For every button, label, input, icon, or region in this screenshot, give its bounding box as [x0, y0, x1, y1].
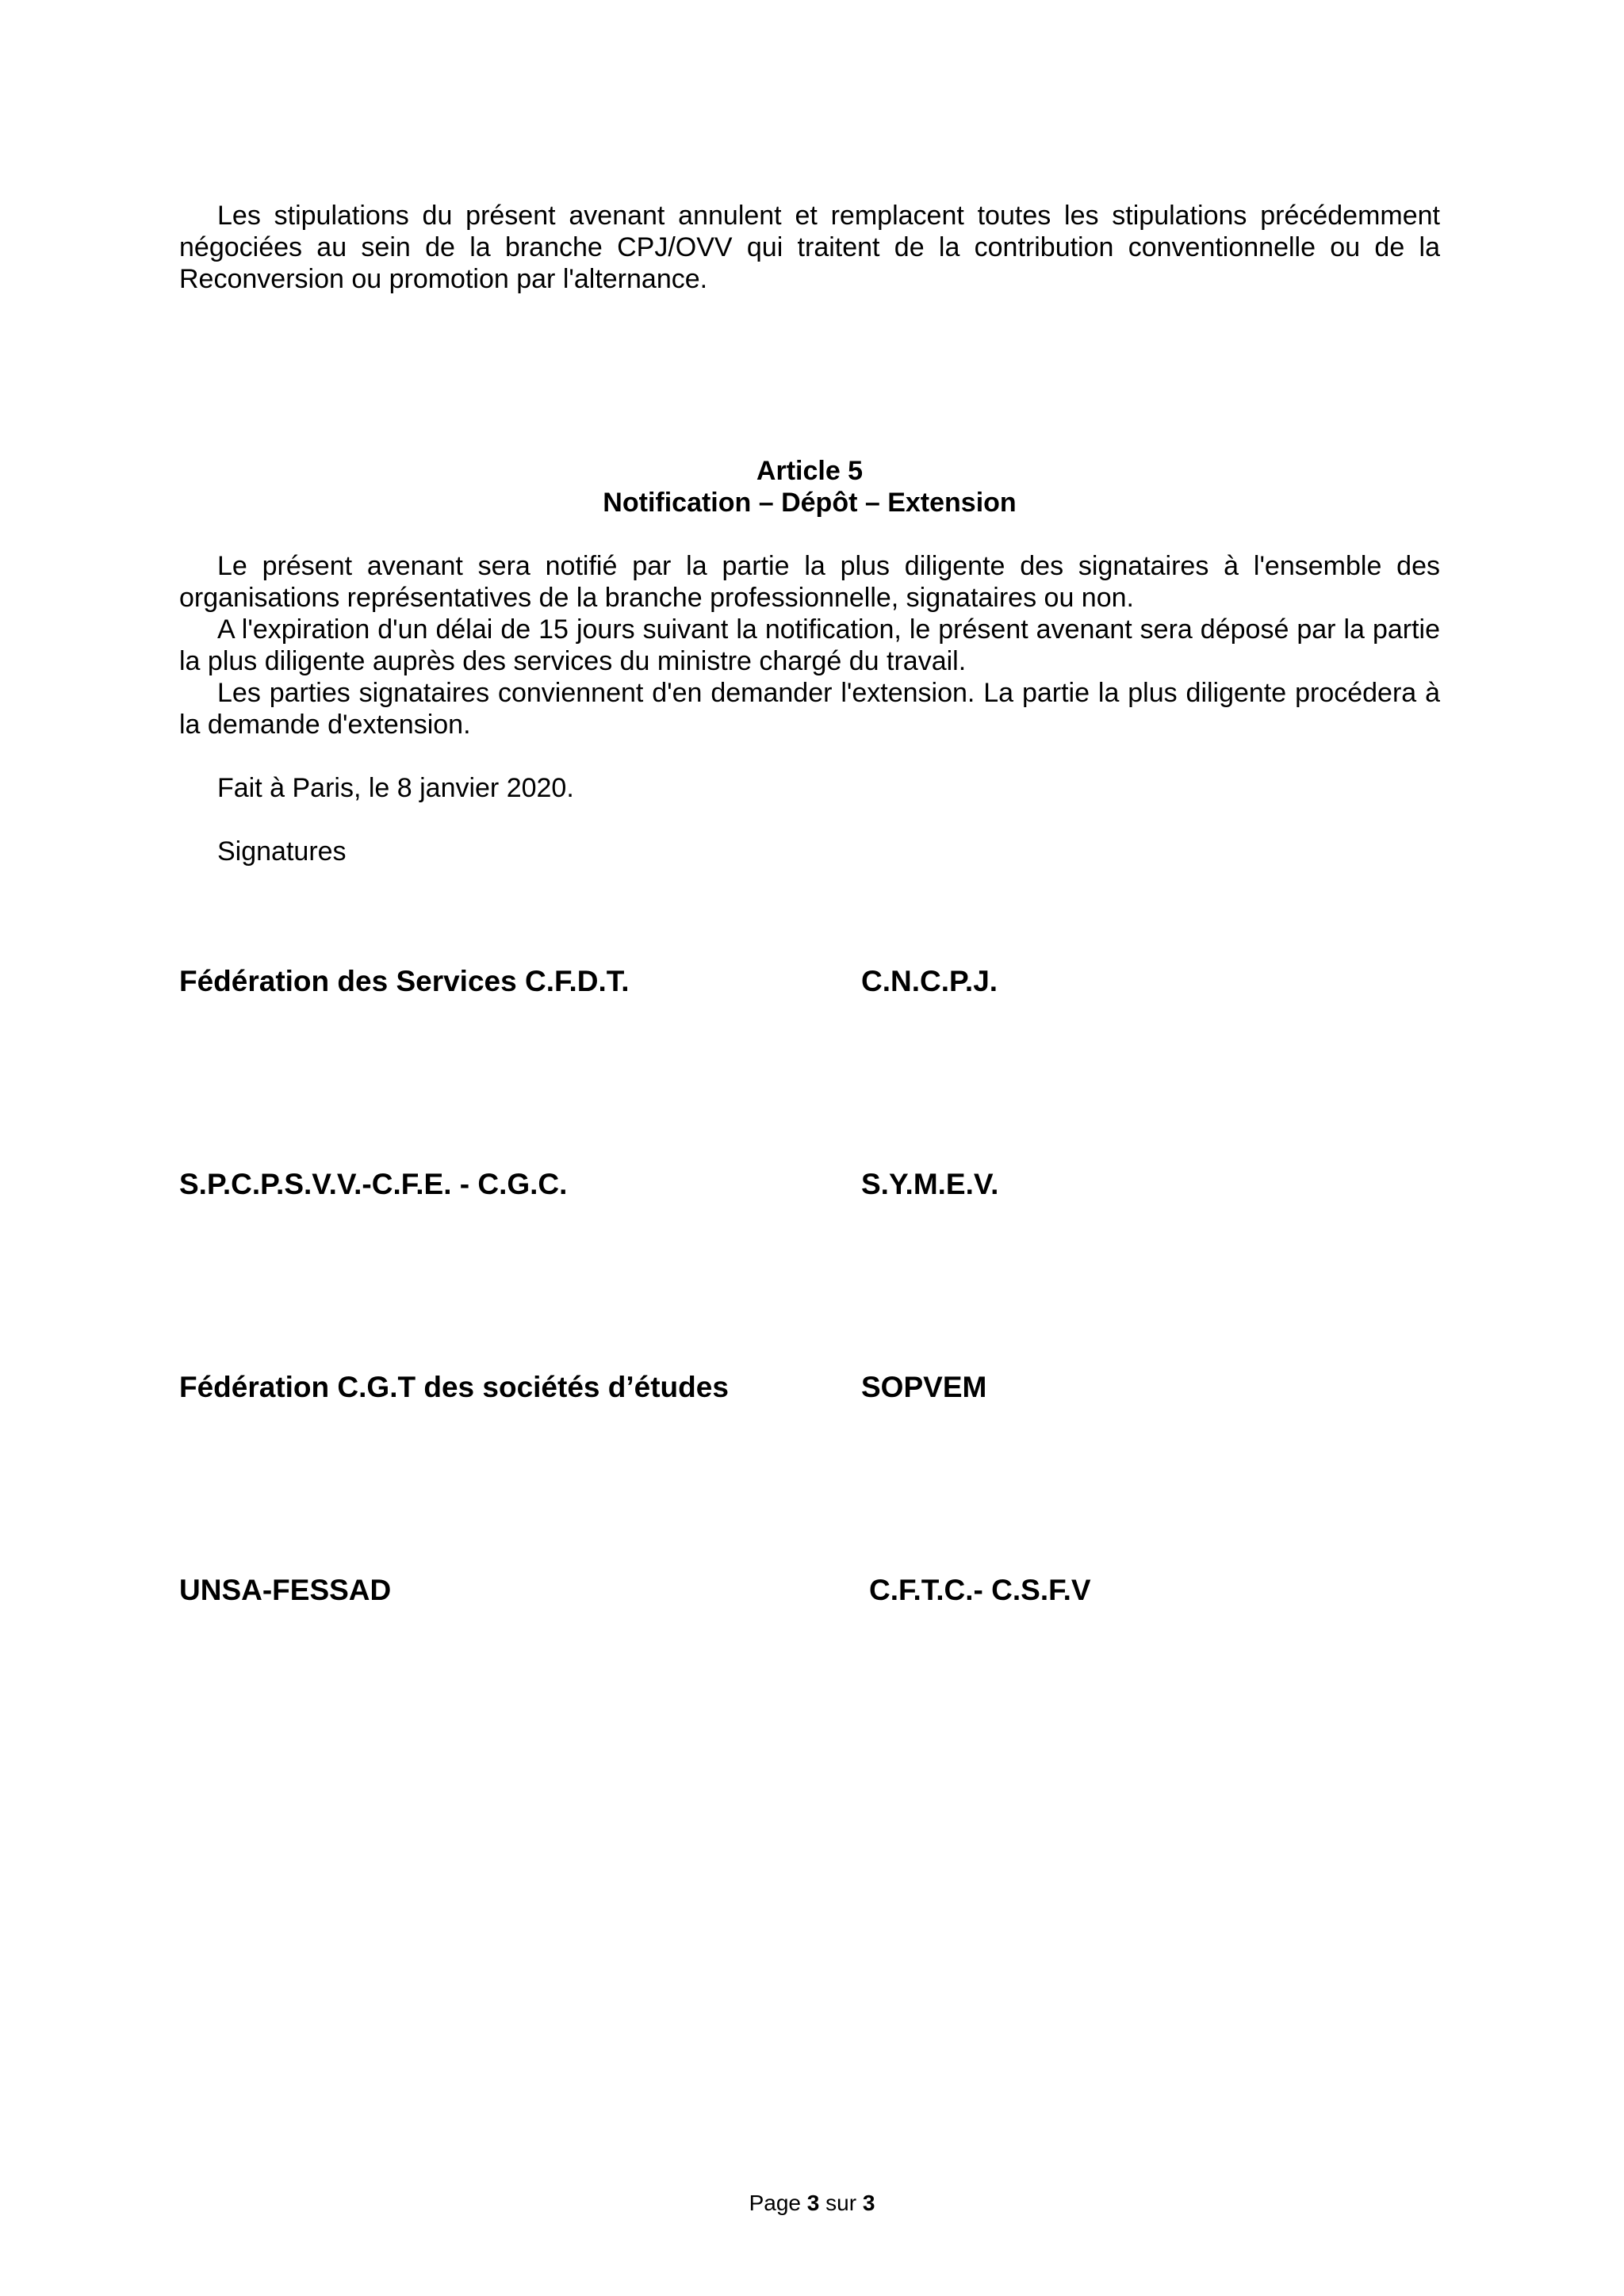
- signatory-right-3: SOPVEM: [861, 1371, 987, 1403]
- article-title: Notification – Dépôt – Extension: [603, 488, 1017, 518]
- signatory-left-2: S.P.C.P.S.V.V.-C.F.E. - C.G.C.: [179, 1168, 568, 1200]
- article-paragraph-3: Les parties signataires conviennent d'en demander l'extension. La partie la plus diligente procédera à la demande d'extension.: [179, 678, 1440, 740]
- signatory-right-4: C.F.T.C.- C.S.F.V: [869, 1574, 1091, 1606]
- article-paragraph-2: A l'expiration d'un délai de 15 jours suivant la notification, le présent avenant sera déposé par la partie la plus diligente auprès des services du ministre chargé du travail.: [179, 614, 1440, 676]
- footer-total-pages: 3: [862, 2191, 875, 2215]
- signatory-left-1: Fédération des Services C.F.D.T.: [179, 965, 630, 997]
- footer-of-word: sur: [825, 2191, 857, 2215]
- footer-current-page: 3: [806, 2191, 820, 2215]
- page-footer: [0, 2190, 1624, 2217]
- signatory-right-1: C.N.C.P.J.: [861, 965, 998, 997]
- signatory-left-3: Fédération C.G.T des sociétés d’études: [179, 1371, 729, 1403]
- article-number: Article 5: [756, 456, 864, 486]
- intro-paragraph: Les stipulations du présent avenant annulent et remplacent toutes les stipulations précédemment négociées au sein de la branche CPJ/OVV qui traitent de la contribution conventionnelle ou de la Reconversion ou promotion par l'alternance.: [179, 201, 1440, 294]
- signatures-label: Signatures: [217, 836, 347, 867]
- article-paragraph-1: Le présent avenant sera notifié par la partie la plus diligente des signataires à l'ensemble des organisations représentatives de la branche professionnelle, signataires ou non.: [179, 551, 1440, 613]
- done-at-line: Fait à Paris, le 8 janvier 2020.: [217, 773, 574, 803]
- signatory-right-2: S.Y.M.E.V.: [861, 1168, 999, 1200]
- footer-page-word: Page: [749, 2191, 801, 2215]
- signatory-left-4: UNSA-FESSAD: [179, 1574, 392, 1606]
